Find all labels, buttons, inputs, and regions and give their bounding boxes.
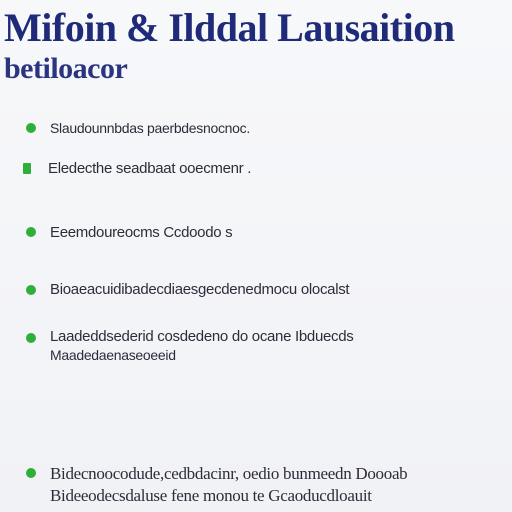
list-item-text: Bioaeacuidibadecdiaesgecdenedmocu olocalst	[50, 281, 350, 298]
bullet-icon	[26, 333, 36, 343]
list-item	[20, 224, 504, 244]
bullet-icon	[26, 123, 36, 133]
list-item-text: Eeemdoureocms Ccdoodo s	[50, 224, 233, 241]
bullet-icon	[26, 285, 36, 295]
bullet-icon	[26, 227, 36, 237]
list-item-text-line-2: Maadedaenaseoeeid	[50, 347, 176, 363]
list-item	[20, 464, 504, 508]
list-item-text: Eledecthe seadbaat ooecmenr .	[48, 160, 252, 177]
list-item-text: Bidecnoocodude,cedbdacinr, oedio bunmeedn Doooab	[50, 464, 408, 483]
document-title: Mifoin & Ilddal Lausaition	[4, 5, 455, 50]
document-subtitle: betiloacor	[4, 52, 128, 85]
bullet-icon	[23, 163, 31, 174]
bullet-icon	[26, 468, 36, 478]
list-item-text: Laadeddsederid cosdedeno do ocane Ibduecds	[50, 328, 354, 345]
list-item	[20, 120, 504, 140]
list-item-text-line-2: Bideeodecsdaluse fene monou te Gcaoducdloauit	[50, 486, 372, 505]
list-item	[20, 328, 504, 368]
list-item-text: Slaudounnbdas paerbdesnocnoc.	[50, 120, 250, 136]
list-item	[20, 281, 504, 301]
list-item	[20, 160, 504, 180]
